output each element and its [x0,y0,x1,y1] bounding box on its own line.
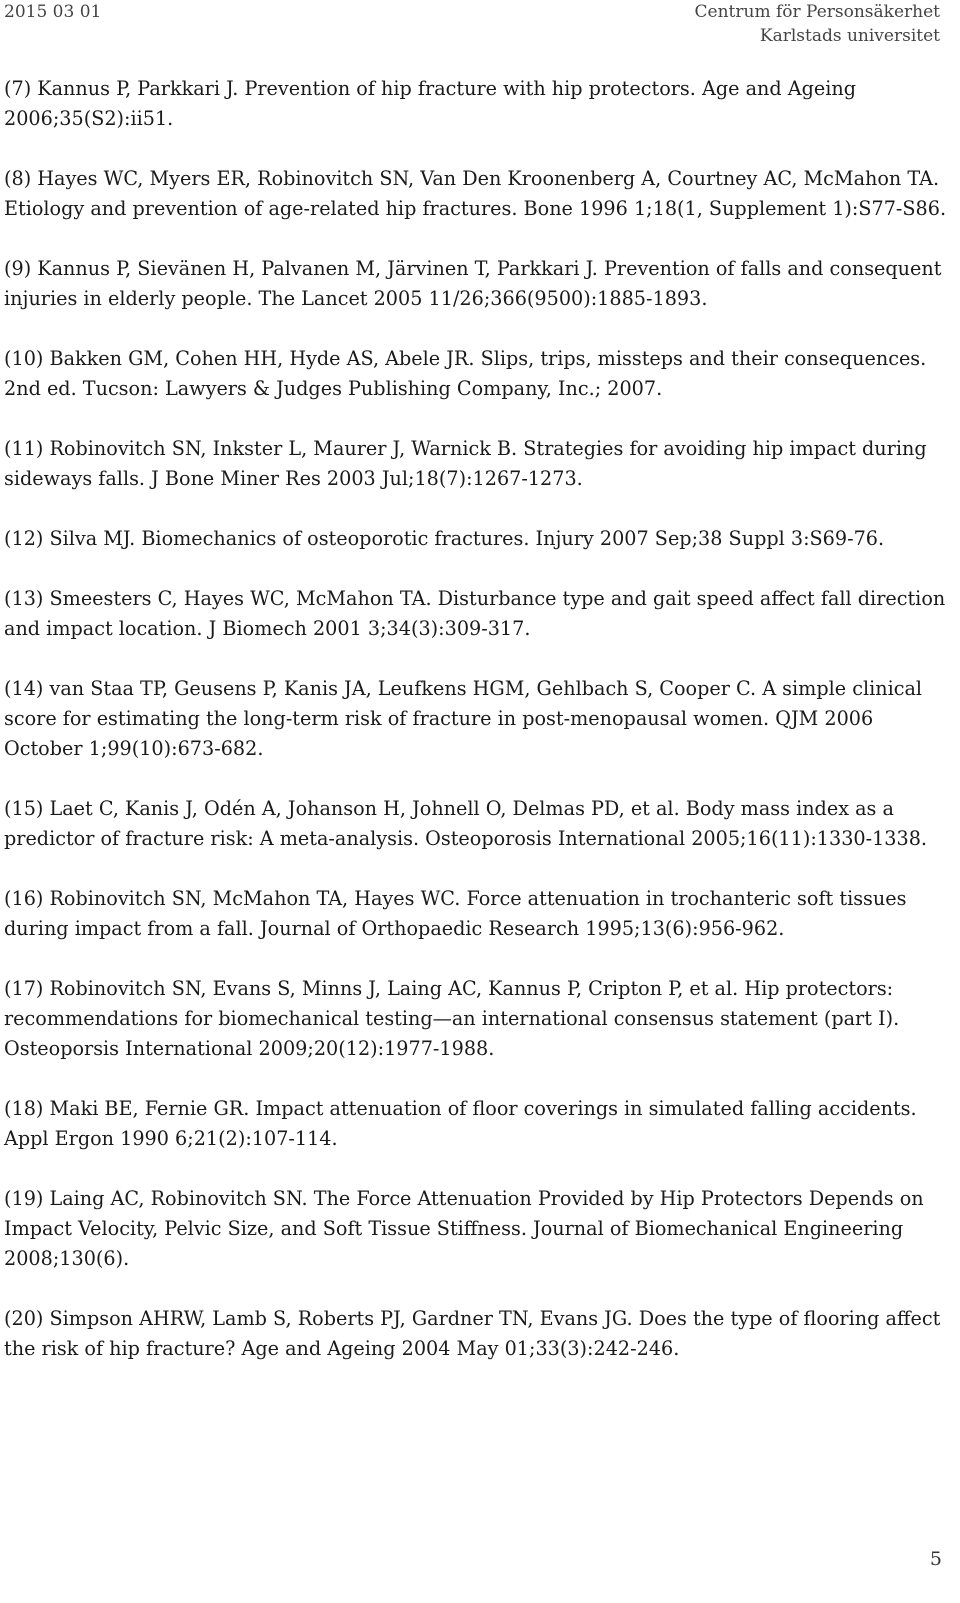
reference-item-17: (17) Robinovitch SN, Evans S, Minns J, Laing AC, Kannus P, Cripton P, et al. Hip protectors: recommendations for biomechanical testing—an international consensus statement (part I). Osteoporsis International 2009;20(12):1977-1988. [4,977,900,1060]
reference-item-9: (9) Kannus P, Sievänen H, Palvanen M, Järvinen T, Parkkari J. Prevention of falls and consequent injuries in elderly people. The Lancet 2005 11/26;366(9500):1885-1893. [4,257,942,310]
reference-item-7: (7) Kannus P, Parkkari J. Prevention of hip fracture with hip protectors. Age and Ageing 2006;35(S2):ii51. [4,77,857,130]
reference-item-16: (16) Robinovitch SN, McMahon TA, Hayes WC. Force attenuation in trochanteric soft tissues during impact from a fall. Journal of Orthopaedic Research 1995;13(6):956-962. [4,887,907,940]
reference-item-12: (12) Silva MJ. Biomechanics of osteoporotic fractures. Injury 2007 Sep;38 Suppl 3:S69-76. [4,527,885,550]
header-org-line-1: Centrum för Personsäkerhet [694,2,940,22]
reference-list [4,74,954,1394]
header-organization [695,0,940,48]
header-org-line-2: Karlstads universitet [759,26,940,46]
header-date: 2015 03 01 [4,2,102,22]
reference-item-8: (8) Hayes WC, Myers ER, Robinovitch SN, Van Den Kroonenberg A, Courtney AC, McMahon TA. Etiology and prevention of age-related hip fractures. Bone 1996 1;18(1, Supplement 1):S77-S86. [4,167,947,220]
page-number: 5 [929,1548,942,1570]
reference-item-10: (10) Bakken GM, Cohen HH, Hyde AS, Abele JR. Slips, trips, missteps and their consequences. 2nd ed. Tucson: Lawyers & Judges Publishing Company, Inc.; 2007. [4,347,927,400]
reference-item-14: (14) van Staa TP, Geusens P, Kanis JA, Leufkens HGM, Gehlbach S, Cooper C. A simple clinical score for estimating the long-term risk of fracture in post-menopausal women. QJM 2006 October 1;99(10):673-682. [4,677,923,760]
reference-item-15: (15) Laet C, Kanis J, Odén A, Johanson H, Johnell O, Delmas PD, et al. Body mass index as a predictor of fracture risk: A meta-analysis. Osteoporosis International 2005;16(11):1330-1338. [4,797,928,850]
reference-item-20: (20) Simpson AHRW, Lamb S, Roberts PJ, Gardner TN, Evans JG. Does the type of flooring affect the risk of hip fracture? Age and Ageing 2004 May 01;33(3):242-246. [4,1307,941,1360]
reference-item-19: (19) Laing AC, Robinovitch SN. The Force Attenuation Provided by Hip Protectors Depends on Impact Velocity, Pelvic Size, and Soft Tissue Stiffness. Journal of Biomechanical Engineering 2008;130(6). [4,1187,924,1270]
reference-item-13: (13) Smeesters C, Hayes WC, McMahon TA. Disturbance type and gait speed affect fall direction and impact location. J Biomech 2001 3;34(3):309-317. [4,587,946,640]
reference-item-18: (18) Maki BE, Fernie GR. Impact attenuation of floor coverings in simulated falling accidents. Appl Ergon 1990 6;21(2):107-114. [4,1097,917,1150]
reference-item-11: (11) Robinovitch SN, Inkster L, Maurer J, Warnick B. Strategies for avoiding hip impact during sideways falls. J Bone Miner Res 2003 Jul;18(7):1267-1273. [4,437,927,490]
